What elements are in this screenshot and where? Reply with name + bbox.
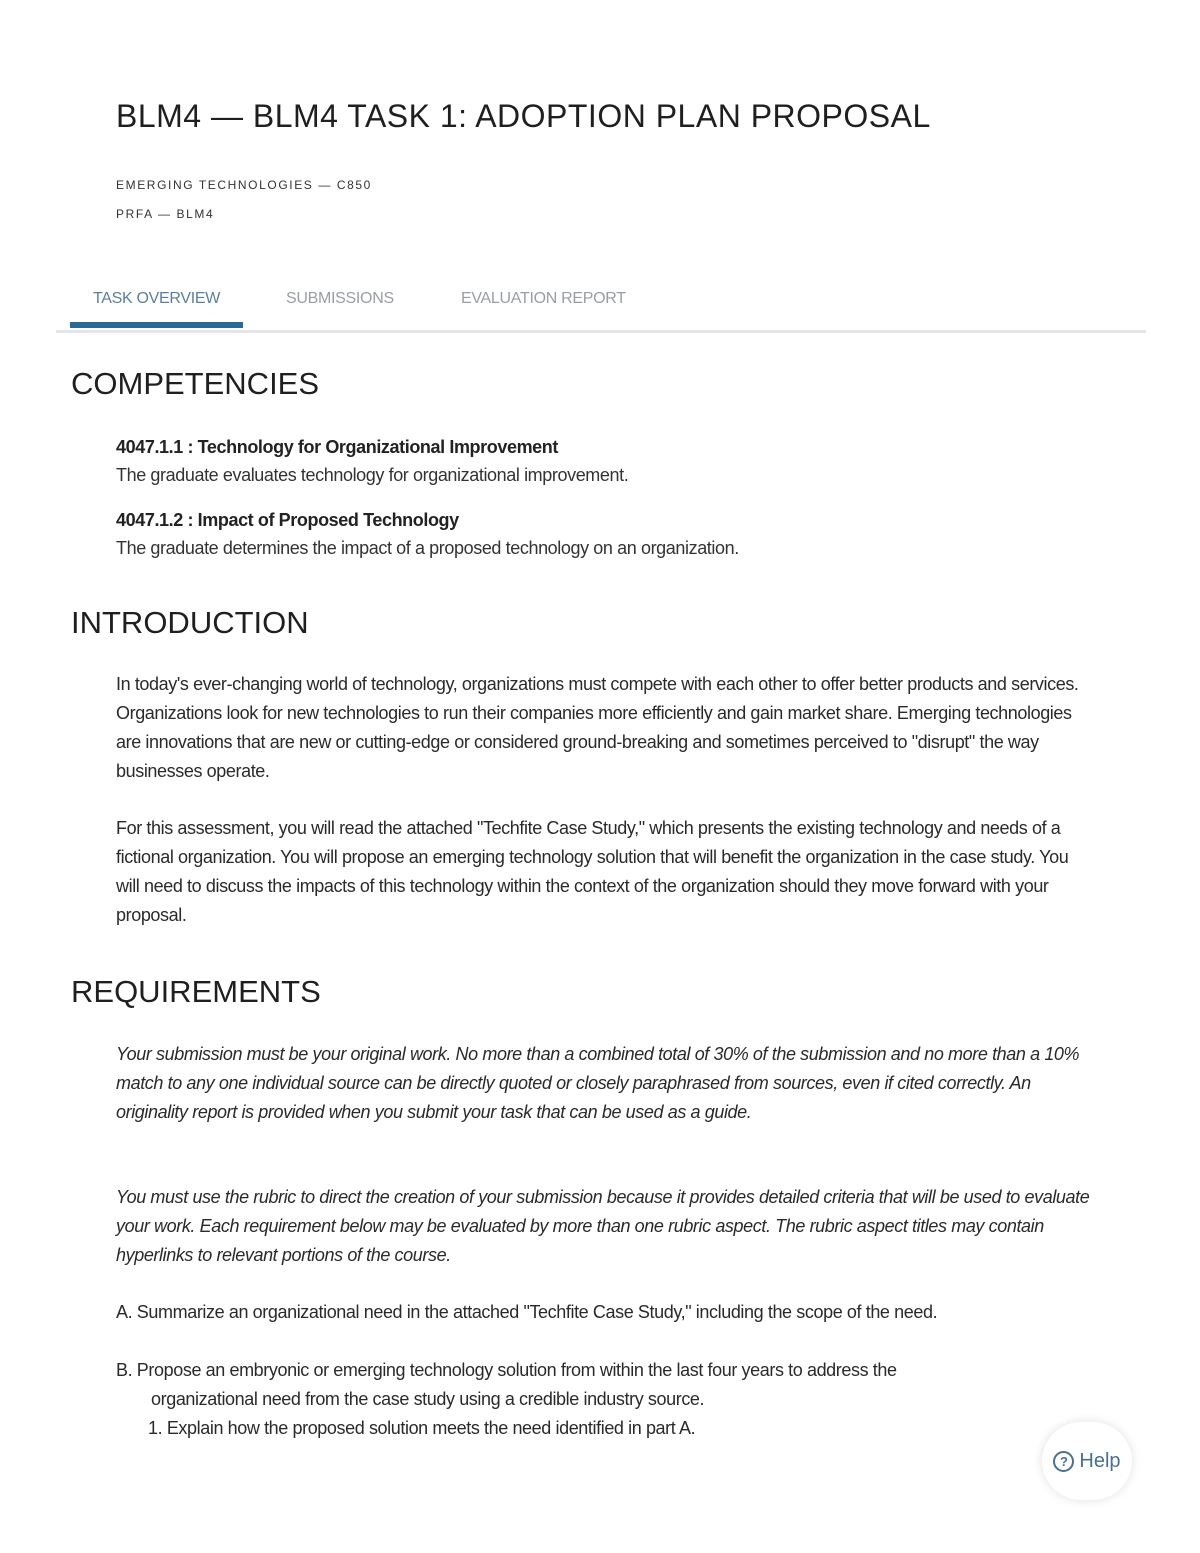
tab-evaluation-report[interactable]: EVALUATION REPORT [461, 290, 626, 307]
requirement-b [116, 1356, 1106, 1414]
help-label: Help [1079, 1449, 1121, 1472]
tab-task-overview[interactable]: TASK OVERVIEW [70, 290, 243, 328]
program-name: PRFA — BLM4 [116, 207, 215, 221]
competency-item [116, 433, 628, 489]
competency-item [116, 506, 739, 562]
requirement-b-line: organizational need from the case study using a credible industry source. [151, 1389, 705, 1409]
course-name: EMERGING TECHNOLOGIES — C850 [116, 178, 372, 192]
requirement-a: A. Summarize an organizational need in the attached "Techfite Case Study," including the scope of the need. [116, 1302, 938, 1322]
competency-code: 4047.1.1 : Technology for Organizational Improvement [116, 437, 558, 457]
competency-description: The graduate evaluates technology for organizational improvement. [116, 465, 629, 485]
question-circle-icon: ? [1053, 1451, 1074, 1472]
requirement-b-line: B. Propose an embryonic or emerging technology solution from within the last four years to address the [116, 1360, 897, 1380]
introduction-paragraph: For this assessment, you will read the attached "Techfite Case Study," which presents the existing technology and needs of a fictional organization. You will propose an emerging technology solution that will benefit the organization in the case study. You will need to discuss the impacts of this technology within the context of the organization should they move forward with your proposal. [116, 818, 1069, 925]
competency-description: The graduate determines the impact of a proposed technology on an organization. [116, 538, 739, 558]
introduction-heading: INTRODUCTION [71, 605, 309, 640]
page-title: BLM4 — BLM4 TASK 1: ADOPTION PLAN PROPOSAL [116, 98, 931, 134]
help-button[interactable] [1042, 1422, 1132, 1500]
introduction-paragraph: In today's ever-changing world of technology, organizations must compete with each other to offer better products and services. Organizations look for new technologies to run their companies more efficiently and gain market share. Emerging technologies are innovations that are new or cutting-edge or considered ground-breaking and sometimes perceived to "disrupt" the way businesses operate. [116, 674, 1079, 781]
competencies-heading: COMPETENCIES [71, 366, 320, 401]
task-tabs [56, 280, 1146, 333]
tab-submissions[interactable]: SUBMISSIONS [286, 290, 394, 307]
requirements-heading: REQUIREMENTS [71, 974, 321, 1009]
competency-code: 4047.1.2 : Impact of Proposed Technology [116, 510, 459, 530]
rubric-note: You must use the rubric to direct the creation of your submission because it provides detailed criteria that will be used to evaluate your work. Each requirement below may be evaluated by more than one rubric aspect. The rubric aspect titles may contain hyperlinks to relevant portions of the course. [116, 1187, 1090, 1265]
originality-note: Your submission must be your original work. No more than a combined total of 30% of the submission and no more than a 10% match to any one individual source can be directly quoted or closely paraphrased from sources, even if cited correctly. An originality report is provided when you submit your task that can be used as a guide. [116, 1044, 1080, 1122]
requirement-b1: 1. Explain how the proposed solution meets the need identified in part A. [148, 1418, 696, 1438]
